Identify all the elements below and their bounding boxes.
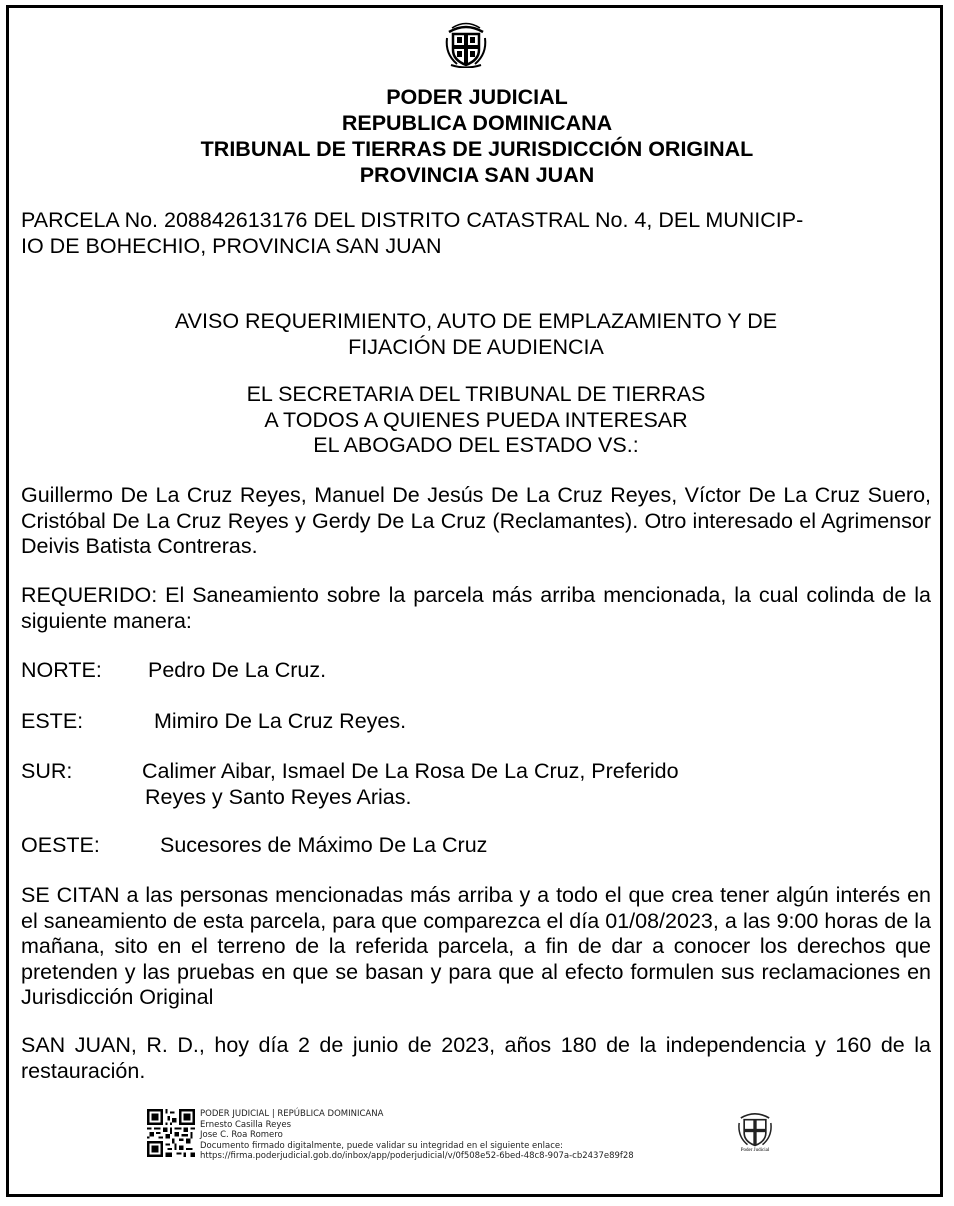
boundary-sur-value-1: Calimer Aibar, Ismael De La Rosa De La Cruz, Preferido <box>142 759 679 783</box>
boundary-este <box>21 709 407 735</box>
header-line-3: TRIBUNAL DE TIERRAS DE JURISDICCIÓN ORIGINAL <box>200 137 754 161</box>
notice-title-line-1: AVISO REQUERIMIENTO, AUTO DE EMPLAZAMIENTO Y DE <box>174 309 778 333</box>
parcel-line-2: IO DE BOHECHIO, PROVINCIA SAN JUAN <box>21 233 442 258</box>
parcel-line-1: PARCELA No. 208842613176 DEL DISTRITO CATASTRAL No. 4, DEL MUNICIP- <box>21 208 804 232</box>
secretary-line-1: EL SECRETARIA DEL TRIBUNAL DE TIERRAS <box>246 382 706 406</box>
boundary-este-value: Mimiro De La Cruz Reyes. <box>154 709 407 733</box>
boundary-sur-label: SUR: <box>21 759 73 783</box>
notice-title-line-2: FIJACIÓN DE AUDIENCIA <box>348 334 604 359</box>
coat-of-arms-icon <box>443 20 489 68</box>
boundary-norte <box>21 658 327 684</box>
header-line-2: REPUBLICA DOMINICANA <box>341 111 613 135</box>
signature-line-3: Jose C. Roa Romero <box>200 1130 283 1141</box>
digital-signature-block <box>147 1109 707 1173</box>
parcel-heading <box>21 208 931 259</box>
footer-coat-of-arms-icon <box>730 1108 780 1148</box>
signature-text <box>200 1109 634 1162</box>
footer-logo-caption: Poder Judicial <box>740 1148 770 1153</box>
boundary-norte-label: NORTE: <box>21 658 102 682</box>
signature-verification-link[interactable]: https://firma.poderjudicial.gob.do/inbox/app/poderjudicial/v/0f508e52-6bed-48c8-907a-cb2437e89f28 <box>200 1151 634 1162</box>
boundary-oeste-value: Sucesores de Máximo De La Cruz <box>160 833 488 857</box>
boundary-sur <box>21 759 679 809</box>
boundary-este-label: ESTE: <box>21 709 84 733</box>
boundary-sur-value-2: Reyes y Santo Reyes Arias. <box>145 784 412 809</box>
summons-paragraph: SE CITAN a las personas mencionadas más arriba y a todo el que crea tener algún interés en el saneamiento de esta parcela, para que comparezca el día 01/08/2023, a las 9:00 horas de la mañana, sito en el terreno de la referida parcela, a fin de dar a conocer los derechos que pretenden y las pruebas en que se basan y para que al efecto formulen sus reclamaciones en Jurisdicción Original <box>21 883 931 1009</box>
signature-line-2: Ernesto Casilla Reyes <box>200 1119 292 1130</box>
requerido-paragraph: REQUERIDO: El Saneamiento sobre la parcela más arriba mencionada, la cual colinda de la siguiente manera: <box>21 583 931 633</box>
boundary-oeste-label: OESTE: <box>21 833 100 857</box>
secretary-line-3: EL ABOGADO DEL ESTADO VS.: <box>313 433 639 457</box>
closing-paragraph: SAN JUAN, R. D., hoy día 2 de junio de 2023, años 180 de la independencia y 160 de la restauración. <box>21 1033 931 1083</box>
signature-line-4: Documento firmado digitalmente, puede validar su integridad en el siguiente enlace: <box>200 1140 563 1151</box>
boundary-oeste <box>21 833 488 859</box>
parties-paragraph: Guillermo De La Cruz Reyes, Manuel De Jesús De La Cruz Reyes, Víctor De La Cruz Suero, Cristóbal De La Cruz Reyes y Gerdy De La Cruz (Reclamantes). Otro interesado el Agrimensor Deivis Batista Contreras. <box>21 483 931 558</box>
secretary-line-2: A TODOS A QUIENES PUEDA INTERESAR <box>264 407 688 432</box>
court-header <box>0 84 954 188</box>
qr-code-icon[interactable] <box>147 1109 195 1157</box>
signature-line-1: PODER JUDICIAL | REPÚBLICA DOMINICANA <box>200 1109 384 1119</box>
secretary-address <box>21 382 931 459</box>
footer-logo <box>730 1108 780 1158</box>
header-line-1: PODER JUDICIAL <box>386 85 568 109</box>
boundary-norte-value: Pedro De La Cruz. <box>148 658 327 682</box>
notice-title <box>21 309 931 360</box>
header-line-4: PROVINCIA SAN JUAN <box>359 163 595 187</box>
